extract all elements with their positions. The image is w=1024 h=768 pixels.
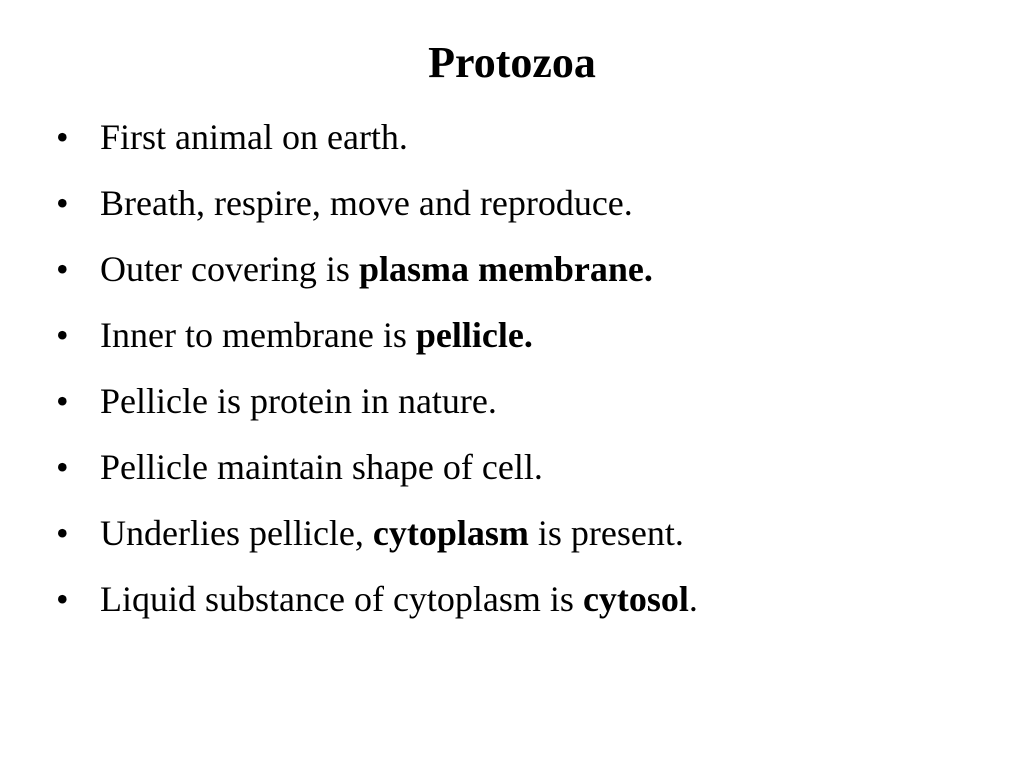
bullet-text bbox=[100, 506, 684, 560]
bullet-item bbox=[56, 572, 996, 638]
text-segment: Liquid substance of cytoplasm is bbox=[100, 579, 583, 619]
bullet-icon: • bbox=[56, 513, 69, 553]
text-segment: is present. bbox=[528, 513, 684, 553]
bullet-icon: • bbox=[56, 249, 69, 289]
bullet-icon: • bbox=[56, 315, 69, 355]
text-segment: Outer covering is bbox=[100, 249, 359, 289]
bullet-text bbox=[100, 374, 497, 428]
text-segment: Pellicle maintain shape of cell. bbox=[100, 447, 543, 487]
text-segment: Inner to membrane is bbox=[100, 315, 416, 355]
bullet-text bbox=[100, 242, 653, 296]
bold-term: plasma membrane. bbox=[358, 249, 653, 289]
bullet-icon: • bbox=[56, 183, 69, 223]
bullet-item bbox=[56, 176, 996, 242]
bullet-list bbox=[56, 110, 996, 638]
bullet-item bbox=[56, 374, 996, 440]
slide-title: Protozoa bbox=[428, 38, 596, 87]
bullet-icon: • bbox=[56, 447, 69, 487]
bullet-item bbox=[56, 110, 996, 176]
bullet-text bbox=[100, 110, 408, 164]
bullet-item bbox=[56, 242, 996, 308]
bullet-text bbox=[100, 308, 533, 362]
bullet-text bbox=[100, 176, 633, 230]
bullet-item bbox=[56, 506, 996, 572]
bullet-icon: • bbox=[56, 381, 69, 421]
text-segment: Pellicle is protein in nature. bbox=[100, 381, 497, 421]
text-segment: Underlies pellicle, bbox=[100, 513, 373, 553]
text-segment: . bbox=[688, 579, 698, 619]
text-segment: Breath, respire, move and reproduce. bbox=[100, 183, 633, 223]
text-segment: First animal on earth. bbox=[100, 117, 408, 157]
bullet-icon: • bbox=[56, 579, 69, 619]
bold-term: cytoplasm bbox=[372, 513, 529, 553]
bold-term: cytosol bbox=[582, 579, 689, 619]
bullet-item bbox=[56, 440, 996, 506]
bold-term: pellicle. bbox=[415, 315, 533, 355]
bullet-text bbox=[100, 440, 543, 494]
bullet-icon: • bbox=[56, 117, 69, 157]
bullet-item bbox=[56, 308, 996, 374]
bullet-text bbox=[100, 572, 698, 626]
